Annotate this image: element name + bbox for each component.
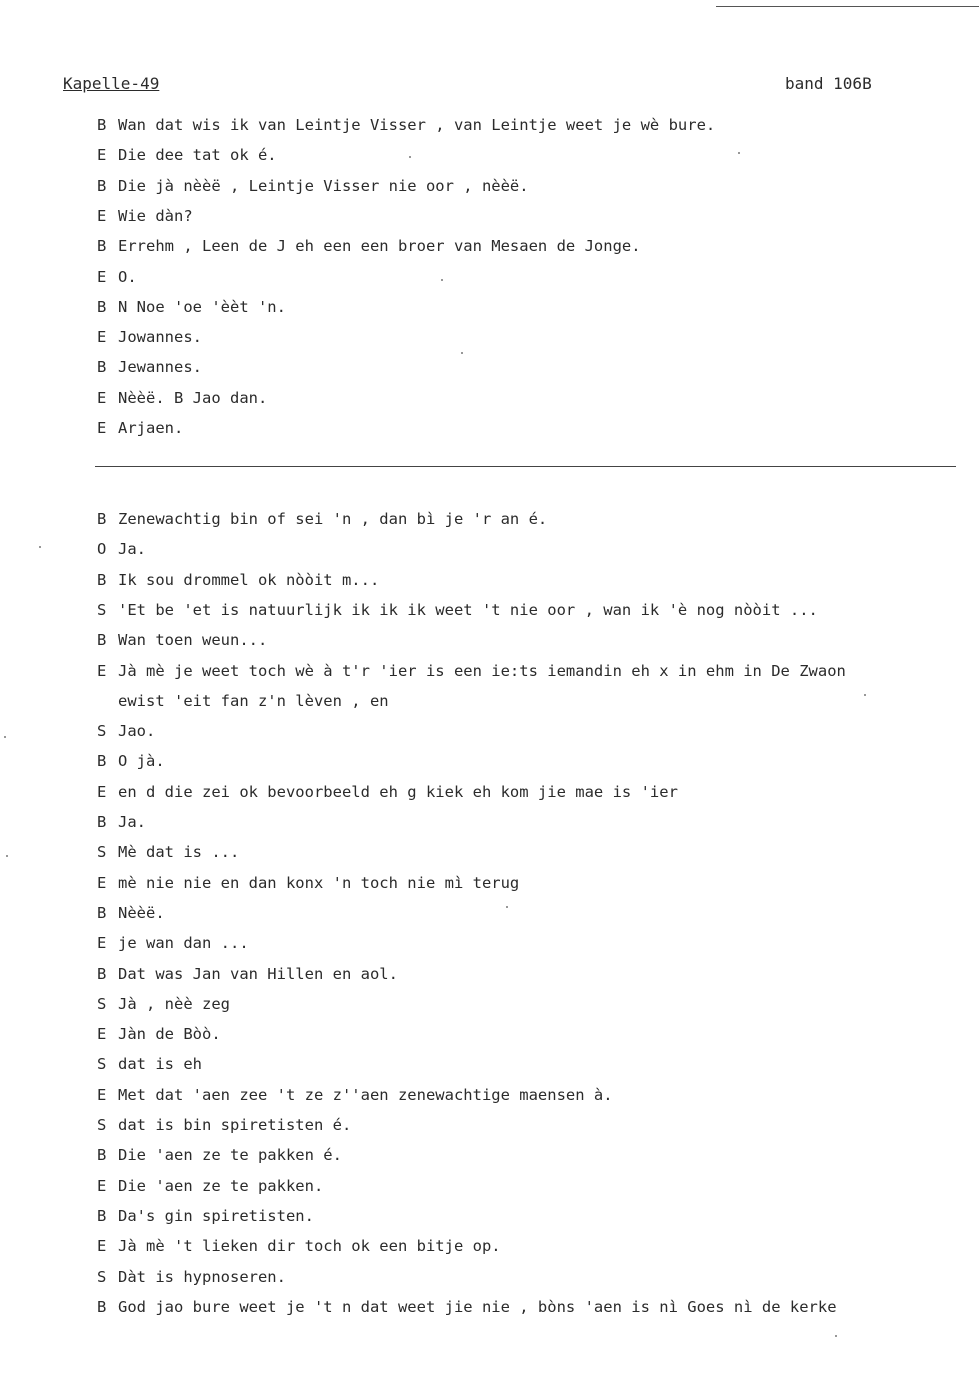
utterance-text: Die dee tat ok é. (118, 146, 277, 165)
speaker-label: E (97, 206, 107, 225)
utterance-text: je wan dan ... (118, 934, 249, 953)
transcript-line (97, 115, 715, 135)
transcript-line (97, 661, 846, 681)
band-label: band 106B (785, 74, 872, 93)
transcript-line (97, 1145, 342, 1165)
transcript-line (97, 236, 641, 256)
transcript-line (97, 782, 678, 802)
transcript-line (97, 388, 267, 408)
speaker-label: E (97, 419, 107, 437)
transcript-line (97, 933, 249, 953)
speaker-label: E (97, 782, 107, 801)
utterance-text: Met dat 'aen zee 't ze z''aen zenewachtige maensen à. (118, 1085, 613, 1104)
speaker-label: E (97, 873, 107, 892)
utterance-text: Wan toen weun... (118, 631, 268, 650)
transcript-line (97, 721, 155, 741)
utterance-text: en d die zei ok bevoorbeeld eh g kiek eh kom jie mae is 'ier (118, 782, 678, 801)
speaker-label: B (97, 964, 107, 983)
utterance-text: Ja. (118, 540, 146, 559)
speaker-label: B (97, 903, 107, 922)
utterance-text: Zenewachtig bin of sei 'n , dan bì je 'r an é. (118, 510, 548, 528)
utterance-text: O. (118, 267, 137, 286)
speaker-label: S (97, 994, 107, 1013)
utterance-text: O jà. (118, 752, 165, 771)
transcript-line (97, 994, 230, 1014)
transcript-line (97, 842, 239, 862)
speaker-label: B (97, 237, 107, 256)
transcript-line (97, 539, 146, 559)
section-divider (95, 466, 956, 467)
transcript-line (97, 600, 818, 620)
speaker-label: B (97, 570, 107, 589)
transcript-line (97, 1085, 613, 1105)
speaker-label: B (97, 297, 107, 316)
transcript-line (97, 630, 267, 650)
transcript-line (97, 1176, 323, 1196)
transcript-line (97, 418, 183, 438)
speaker-label: E (97, 146, 107, 165)
speaker-label: S (97, 722, 107, 741)
speaker-label: E (97, 388, 107, 407)
transcript-line (97, 964, 398, 984)
speaker-label: S (97, 600, 107, 619)
speaker-label: S (97, 1116, 107, 1134)
speaker-label: B (97, 116, 107, 134)
utterance-text: God jao bure weet je 't n dat weet jie nie , bòns 'aen is nì Goes nì de kerke (118, 1297, 837, 1316)
speaker-label: B (97, 1297, 107, 1316)
transcript-line (97, 1206, 314, 1226)
utterance-text: Mè dat is ... (118, 843, 240, 862)
document-title: Kapelle-49 (63, 74, 160, 93)
speaker-label: B (97, 1206, 107, 1225)
utterance-text: Die 'aen ze te pakken. (118, 1176, 324, 1195)
transcript-line (97, 812, 146, 832)
utterance-text: Nèèë. (118, 903, 165, 922)
speaker-label: B (97, 1146, 107, 1165)
speaker-label: E (97, 934, 107, 953)
utterance-continuation: ewist 'eit fan z'n lèven , en (118, 691, 389, 710)
utterance-text: Ik sou drommel ok nòòit m... (118, 570, 380, 589)
transcript-line (97, 145, 277, 165)
transcript-line (97, 1297, 837, 1317)
transcript-line (97, 206, 193, 226)
transcript-line (97, 1024, 221, 1044)
utterance-text: N Noe 'oe 'èèt 'n. (118, 297, 286, 316)
transcript-line (97, 267, 137, 287)
utterance-text: Jewannes. (118, 358, 202, 377)
transcript-line (97, 873, 519, 893)
utterance-text: Errehm , Leen de J eh een een broer van Mesaen de Jonge. (118, 237, 641, 256)
utterance-text: Jà mè 't lieken dir toch ok een bitje op. (118, 1237, 501, 1256)
utterance-text: Jà mè je weet toch wè à t'r 'ier is een ie:ts iemandin eh x in ehm in De Zwaon (118, 661, 846, 680)
utterance-text: Wie dàn? (118, 206, 193, 225)
utterance-text: Jowannes. (118, 328, 202, 347)
utterance-text: Jao. (118, 722, 156, 741)
utterance-text: 'Et be 'et is natuurlijk ik ik ik weet 't nie oor , wan ik 'è nog nòòit ... (118, 600, 818, 619)
utterance-text: Dat was Jan van Hillen en aol. (118, 964, 398, 983)
transcript-line (97, 903, 165, 923)
speaker-label: B (97, 176, 107, 195)
speaker-label: B (97, 752, 107, 771)
transcript-line (97, 751, 165, 771)
speaker-label: E (97, 1085, 107, 1104)
transcript-line (97, 1267, 286, 1287)
transcript-line (97, 570, 379, 590)
speaker-label: E (97, 267, 107, 286)
speaker-label: E (97, 1237, 107, 1256)
transcript-line (97, 327, 202, 347)
utterance-text: Arjaen. (118, 419, 184, 437)
utterance-text: dat is eh (118, 1055, 202, 1074)
utterance-text: Jàn de Bòò. (118, 1025, 221, 1044)
transcript-line (97, 357, 202, 377)
speaker-label: E (97, 328, 107, 347)
speaker-label: S (97, 1267, 107, 1286)
transcript-line (97, 297, 286, 317)
transcript-line (97, 509, 547, 529)
speaker-label: O (97, 540, 107, 559)
speaker-label: B (97, 358, 107, 377)
utterance-text: Wan dat wis ik van Leintje Visser , van Leintje weet je wè bure. (118, 116, 716, 134)
speaker-label: S (97, 843, 107, 862)
utterance-text: Jà , nèè zeg (118, 994, 230, 1013)
speaker-label: E (97, 1176, 107, 1195)
utterance-text: mè nie nie en dan konx 'n toch nie mì terug (118, 873, 520, 892)
speaker-label: B (97, 510, 107, 528)
utterance-text: Nèèë. B Jao dan. (118, 388, 268, 407)
transcript-line (97, 176, 529, 196)
speaker-label: S (97, 1055, 107, 1074)
speaker-label: B (97, 813, 107, 831)
utterance-text: dat is bin spiretisten é. (118, 1116, 352, 1134)
utterance-text: Da's gin spiretisten. (118, 1206, 314, 1225)
utterance-text: Ja. (118, 813, 146, 831)
transcript-line (97, 1236, 501, 1256)
speaker-label: B (97, 631, 107, 650)
speaker-label: E (97, 1025, 107, 1044)
utterance-text: Die jà nèèë , Leintje Visser nie oor , nèèë. (118, 176, 529, 195)
transcript-line (97, 1115, 351, 1135)
utterance-text: Die 'aen ze te pakken é. (118, 1146, 342, 1165)
utterance-text: Dàt is hypnoseren. (118, 1267, 286, 1286)
top-rule (716, 6, 979, 7)
speaker-label: E (97, 661, 107, 680)
transcript-line (97, 1054, 202, 1074)
